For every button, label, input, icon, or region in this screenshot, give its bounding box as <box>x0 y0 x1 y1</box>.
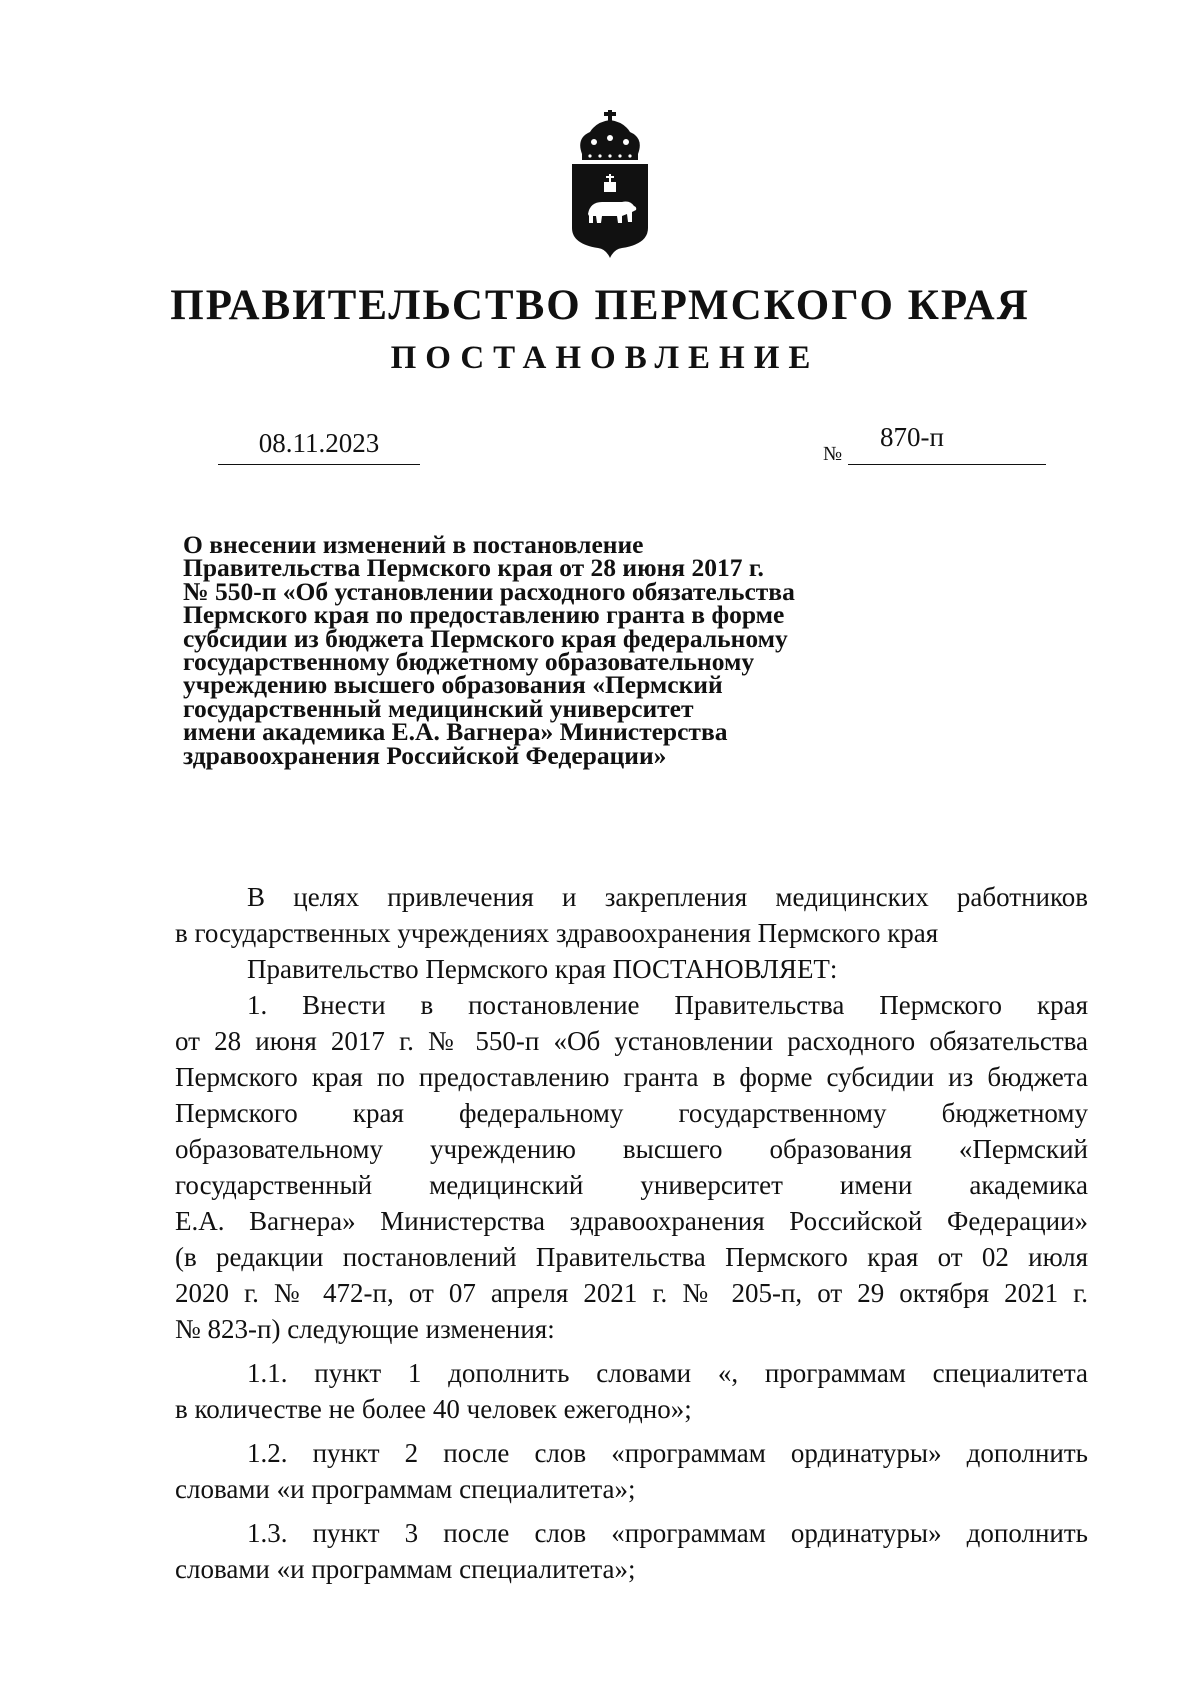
document-type: ПОСТАНОВЛЕНИЕ <box>390 340 820 376</box>
subject-line: О внесении изменений в постановление <box>183 530 644 559</box>
document-subject <box>183 530 903 770</box>
resolution-statement: Правительство Пермского края ПОСТАНОВЛЯЕТ: <box>247 954 838 984</box>
subject-line: государственный медицинский университет <box>183 693 694 723</box>
subject-line: здравоохранения Российской Федерации» <box>183 740 667 770</box>
item-1-3-line: 1.3. пункт 3 после слов «программам ординатуры» дополнить <box>247 1518 1088 1548</box>
number-sign: № <box>823 443 843 465</box>
subject-line: Правительства Пермского края от 28 июня 2017 г. <box>183 553 764 583</box>
document-date-field <box>218 424 420 465</box>
item-1-line: 2020 г. № 472-п, от 07 апреля 2021 г. № 205-п, от 29 октября 2021 г. <box>175 1278 1088 1308</box>
preamble-line: в государственных учреждениях здравоохранения Пермского края <box>175 918 939 948</box>
item-1-line: от 28 июня 2017 г. № 550-п «Об установлении расходного обязательства <box>175 1026 1088 1056</box>
item-1-1-line: в количестве не более 40 человек ежегодно»; <box>175 1394 692 1424</box>
item-1-line: Пермского края федеральному государственному бюджетному <box>175 1098 1088 1128</box>
item-1-2-line: словами «и программам специалитета»; <box>175 1474 636 1504</box>
item-1-line: (в редакции постановлений Правительства Пермского края от 02 июля <box>175 1242 1088 1272</box>
item-1-1-line: 1.1. пункт 1 дополнить словами «, программам специалитета <box>247 1358 1088 1388</box>
preamble-line: В целях привлечения и закрепления медицинских работников <box>247 882 1088 912</box>
item-1-line: 1. Внести в постановление Правительства Пермского края <box>247 990 1088 1020</box>
subject-line: учреждению высшего образования «Пермский <box>183 670 723 700</box>
document-date: 08.11.2023 <box>258 428 380 458</box>
item-1-2-line: 1.2. пункт 2 после слов «программам ординатуры» дополнить <box>247 1438 1088 1468</box>
item-1-line: образовательному учреждению высшего образования «Пермский <box>175 1134 1088 1164</box>
organization-title: ПРАВИТЕЛЬСТВО ПЕРМСКОГО КРАЯ <box>170 282 1030 329</box>
subject-line: № 550-п «Об установлении расходного обязательства <box>183 576 795 606</box>
subject-line: субсидии из бюджета Пермского края федеральному <box>183 623 788 653</box>
subject-line: имени академика Е.А. Вагнера» Министерства <box>183 717 728 747</box>
document-number: 870-п <box>880 422 944 452</box>
subject-line: государственному бюджетному образовательному <box>183 647 755 677</box>
item-1-3-line: словами «и программам специалитета»; <box>175 1554 636 1584</box>
document-number-field <box>848 422 1046 465</box>
item-1-line: Пермского края по предоставлению гранта в форме субсидии из бюджета <box>175 1062 1088 1092</box>
item-1-line: государственный медицинский университет имени академика <box>175 1170 1088 1200</box>
item-1-line: Е.А. Вагнера» Министерства здравоохранения Российской Федерации» <box>175 1206 1088 1236</box>
subject-line: Пермского края по предоставлению гранта в форме <box>183 600 785 630</box>
perm-krai-coat-of-arms-icon <box>560 110 660 260</box>
document-body <box>175 879 1088 1587</box>
item-1-line: № 823-п) следующие изменения: <box>175 1314 555 1344</box>
